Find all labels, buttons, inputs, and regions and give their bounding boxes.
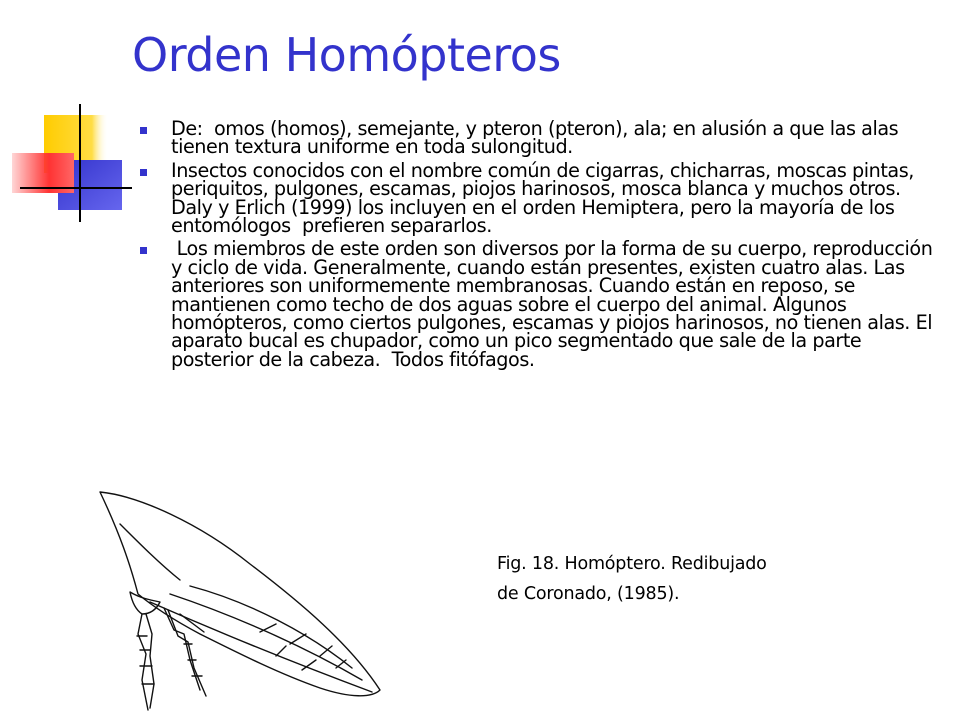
insect-front-leg [146,614,154,708]
bullet-text: De: omos (homos), semejante, y pteron (pteron), ala; en alusión a que las alas tienen textura uniforme en toda sulongitud. [171,117,904,159]
figure-caption [497,549,877,609]
decorative-color-blocks [0,0,140,230]
insect-wing-vein [120,524,180,580]
bullet-text: Los miembros de este orden son diversos por la forma de su cuerpo, reproducción y ciclo de vida. Generalmente, cuando están presentes, existen cuatro alas. Las anteriores son uniformemente membranosas. Cuando están en reposo, se mantienen como techo de dos aguas sobre el cuerpo del animal. Algunos homópteros, como ciertos pulgones, escamas y piojos harinosos, no tienen alas. El aparato bucal es chupador, como un pico segmentado que sale de la parte posterior de la cabeza. Todos fitófagos. [171,237,939,371]
bullet-square-icon [140,127,147,134]
insect-middle-leg [168,610,206,696]
figure-caption-line-2: de Coronado, (1985). [497,584,680,604]
bullet-item-etymology [140,117,940,159]
bullet-list [140,117,940,374]
insect-front-leg [138,614,148,710]
homoptera-insect-drawing [80,484,390,720]
bullet-item-common-names [140,158,940,238]
bullet-square-icon [140,169,147,176]
insect-head [130,592,160,614]
insect-wing-vein [150,602,372,692]
bullet-item-description [140,237,940,371]
insect-wing-vein [170,594,362,680]
insect-wing-outline [100,492,380,696]
bullet-square-icon [140,247,147,254]
figure-caption-line-1: Fig. 18. Homóptero. Redibujado [497,554,767,574]
slide-title: Orden Homópteros [132,28,561,82]
insect-middle-leg [164,608,200,690]
bullet-text: Insectos conocidos con el nombre común de cigarras, chicharras, moscas pintas, periquitos, pulgones, escamas, piojos harinosos, mosca blanca y muchos otros. Daly y Erlich (1999) los incluyen en el orden Hemiptera, pero la mayoría de los entomólogos prefieren separarlos. [171,158,920,238]
